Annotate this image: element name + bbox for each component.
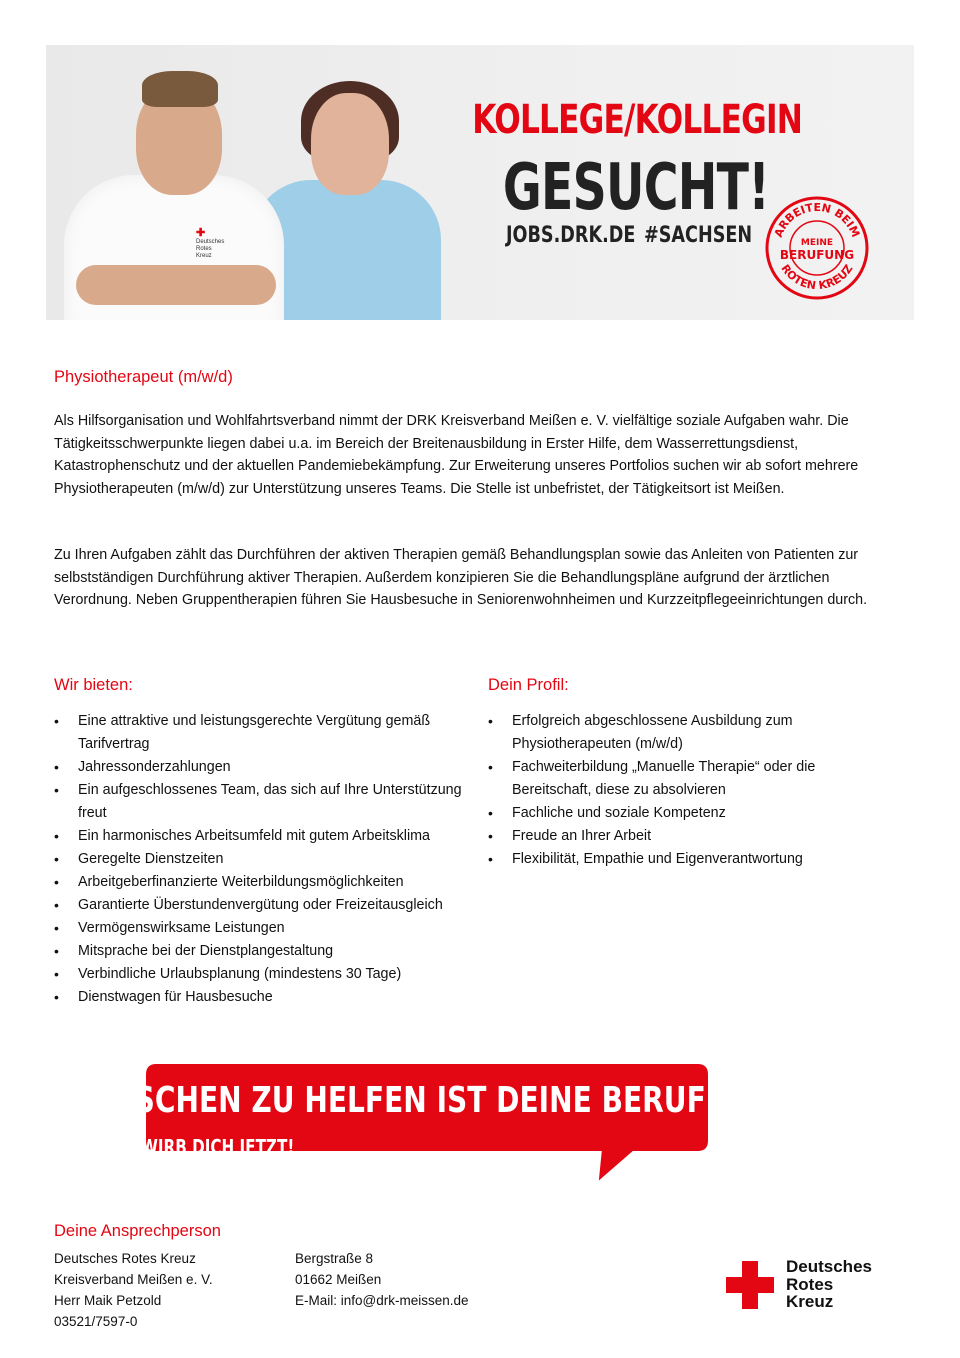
shirt-logo [196, 227, 226, 259]
header-banner [46, 45, 914, 320]
list-item: • Fachweiterbildung „Manuelle Therapie“ oder die Bereitschaft, diese zu absolvieren [488, 756, 858, 802]
contact-line: Bergstraße 8 [295, 1251, 374, 1266]
offer-list [54, 710, 464, 1009]
list-item: • Mitsprache bei der Dienstplangestaltung [54, 940, 464, 963]
berufung-stamp-icon [762, 193, 872, 303]
contact-line: Herr Maik Petzold [54, 1293, 162, 1308]
callout-apply-text: DANN BEWIRB DICH JETZT! [64, 1135, 295, 1159]
shirt-logo-line: Deutsches [196, 239, 225, 245]
svg-text:ARBEITEN BEIM [772, 201, 862, 239]
list-item: • Jahressonderzahlungen [54, 756, 464, 779]
red-cross-logo-icon [726, 1261, 774, 1309]
woman-face [311, 93, 389, 195]
contact-line: Deutsches Rotes Kreuz [54, 1251, 196, 1266]
tasks-paragraph: Zu Ihren Aufgaben zählt das Durchführen der aktiven Therapien gemäß Behandlungsplan sowie das Anleiten von Patienten zur selbstständigen Durchführung aktiver Therapien. Außerdem konzipieren Sie die Behandlungspläne aufgrund der ärztlichen Verordnung. Neben Gruppentherapien führen Sie Hausbesuche in Seniorenwohnheimen und Kurzzeitpflegeeinrichtungen durch. [54, 547, 868, 608]
stamp-top-text: ARBEITEN BEIM [771, 200, 863, 240]
list-item: • Arbeitgeberfinanzierte Weiterbildungsmöglichkeiten [54, 871, 464, 894]
banner-headline-1: KOLLEGE/KOLLEGIN [472, 97, 803, 143]
logo-line: Deutsches [786, 1257, 872, 1276]
list-item: • Geregelte Dienstzeiten [54, 848, 464, 871]
contact-line: 01662 Meißen [295, 1272, 382, 1287]
drk-logo-text [786, 1258, 872, 1311]
list-item: • Erfolgreich abgeschlossene Ausbildung zum Physiotherapeuten (m/w/d) [488, 710, 858, 756]
stamp-middle1: MEINE [800, 238, 834, 248]
list-item: • Garantierte Überstundenvergütung oder Freizeitausgleich [54, 894, 464, 917]
profile-list [488, 710, 858, 871]
contact-phone[interactable]: 03521/7597-0 [54, 1314, 138, 1329]
logo-line: Rotes [786, 1274, 834, 1294]
contact-street-block [295, 1248, 469, 1311]
offer-heading: Wir bieten: [54, 676, 133, 694]
contact-line: Kreisverband Meißen e. V. [54, 1272, 213, 1287]
contact-address-block [54, 1248, 213, 1332]
callout-headline: MENSCHEN ZU HELFEN IST DEINE BERUFUNG? [64, 1080, 792, 1121]
red-cross-icon: ✚ [196, 227, 206, 239]
list-item: • Flexibilität, Empathie und Eigenverantwortung [488, 848, 858, 871]
shirt-logo-line: Kreuz [196, 253, 212, 259]
job-title: Physiotherapeut (m/w/d) [54, 368, 233, 386]
list-item: • Dienstwagen für Hausbesuche [54, 986, 464, 1009]
list-item: • Freude an Ihrer Arbeit [488, 825, 858, 848]
stamp-bottom-text: ROTEN KREUZ [778, 262, 856, 293]
contact-email[interactable]: E-Mail: info@drk-meissen.de [295, 1293, 469, 1308]
man-hair [142, 71, 218, 107]
list-item: • Ein harmonisches Arbeitsumfeld mit gutem Arbeitsklima [54, 825, 464, 848]
list-item: • Verbindliche Urlaubsplanung (mindestens 30 Tage) [54, 963, 464, 986]
stamp-middle2: BERUFUNG [779, 248, 855, 262]
logo-line: Kreuz [786, 1292, 834, 1311]
list-item: • Eine attraktive und leistungsgerechte Vergütung gemäß Tarifvertrag [54, 710, 464, 756]
svg-text:ROTEN KREUZ [778, 262, 855, 292]
banner-website: JOBS.DRK.DE [506, 223, 636, 248]
profile-heading: Dein Profil: [488, 676, 569, 694]
list-item: • Fachliche und soziale Kompetenz [488, 802, 858, 825]
man-arms [76, 265, 276, 305]
intro-paragraph: Als Hilfsorganisation und Wohlfahrtsverband nimmt der DRK Kreisverband Meißen e. V. vielfältige soziale Aufgaben wahr. Die Tätigkeitsschwerpunkte liegen dabei u.a. im Bereich der Breitenausbildung in Erster Hilfe, dem Wasserrettungsdienst, Katastrophenschutz und der aktuellen Pandemiebekämpfung. Zur Erweiterung unseres Portfolios suchen wir ab sofort mehrere Physiotherapeuten (m/w/d) zur Unterstützung unseres Teams. Die Stelle ist unbefristet, der Tätigkeitsort ist Meißen. [54, 413, 859, 497]
list-item: • Ein aufgeschlossenes Team, das sich auf Ihre Unterstützung freut [54, 779, 464, 825]
contact-heading: Deine Ansprechperson [54, 1222, 221, 1240]
banner-headline-2: GESUCHT! [502, 151, 770, 225]
banner-hashtag: #SACHSEN [644, 223, 753, 248]
list-item: • Vermögenswirksame Leistungen [54, 917, 464, 940]
shirt-logo-line: Rotes [196, 246, 212, 252]
